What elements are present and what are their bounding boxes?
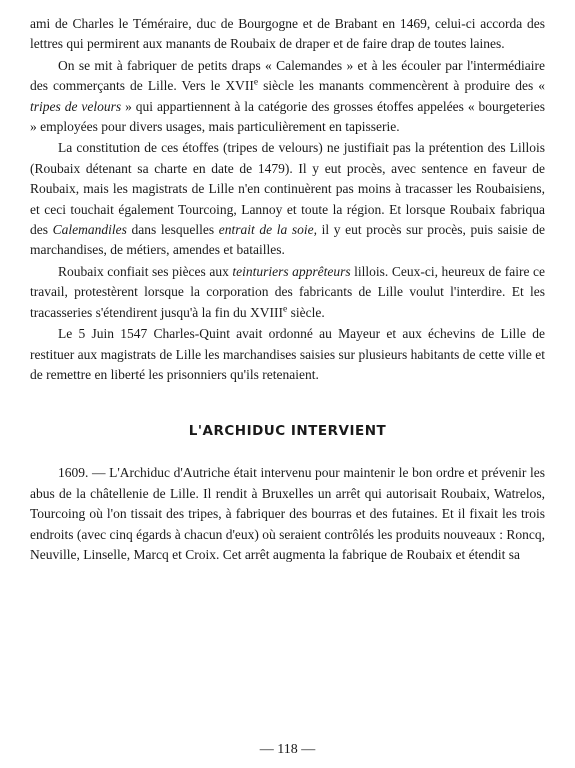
paragraph-4: Roubaix confiait ses pièces aux teinturiers apprêteurs lillois. Ceux-ci, heureux de faire ce travail, protestèrent lorsque la corporation des fabricants de Lille voulut l'interdire. Et les tracasseries s'étendirent jusqu'à la fin du XVIIIe siècle. <box>30 263 545 320</box>
paragraph-3: La constitution de ces étoffes (tripes de velours) ne justifiait pas la prétention des Lillois (Roubaix détenant sa charte en date de 1479). Il y eut procès, avec sentence en faveur de Roubaix, mais les magistrats de Lille n'en continuèrent pas moins à tracasser les Roubaisiens, et ceci touchait également Tourcoing, Lannoy et toute la région. Et lorsque Roubaix fabriqua des Calemandiles dans lesquelles entrait de la soie, il y eut procès sur procès, puis saisie de marchandises, de métiers, amendes et batailles. <box>30 140 545 258</box>
paragraph-5: Le 5 Juin 1547 Charles-Quint avait ordonné au Mayeur et aux échevins de Lille de restituer aux magistrats de Lille les marchandises saisies sur plusieurs habitants de cette ville et de remettre en liberté les prisonniers qu'ils retenaient. <box>30 326 545 382</box>
section-heading: L'ARCHIDUC INTERVIENT <box>188 423 387 440</box>
paragraph-2: On se mit à fabriquer de petits draps « Calemandes » et à les écouler par l'intermédiaire des commerçants de Lille. Vers le XVIIe siècle les manants commencèrent à produire des « tripes de velours » qui appartiennent à la catégorie des grosses étoffes appelées « bourgeteries » employées pour divers usages, mais particulièrement en tapisserie. <box>30 57 546 135</box>
paragraph-1: ami de Charles le Téméraire, duc de Bourgogne et de Brabant en 1469, celui-ci accorda des lettres qui permirent aux manants de Roubaix de draper et de faire drap de toutes laines. <box>30 16 545 52</box>
paragraph-6: 1609. — L'Archiduc d'Autriche était intervenu pour maintenir le bon ordre et prévenir les abus de la châtellenie de Lille. Il rendit à Bruxelles un arrêt qui autorisait Roubaix, Watrelos, Tourcoing où l'on tissait des tripes, à fabriquer des bourras et des futaines. Et il fixait les trois endroits (avec cinq égards à chacun d'eux) où seraient contrôlés les produits nouveaux : Roncq, Neuville, Linselle, Marcq et Croix. Cet arrêt augmenta la fabrique de Roubaix et étendit sa <box>30 465 545 562</box>
page-number: — 118 — <box>259 742 316 757</box>
